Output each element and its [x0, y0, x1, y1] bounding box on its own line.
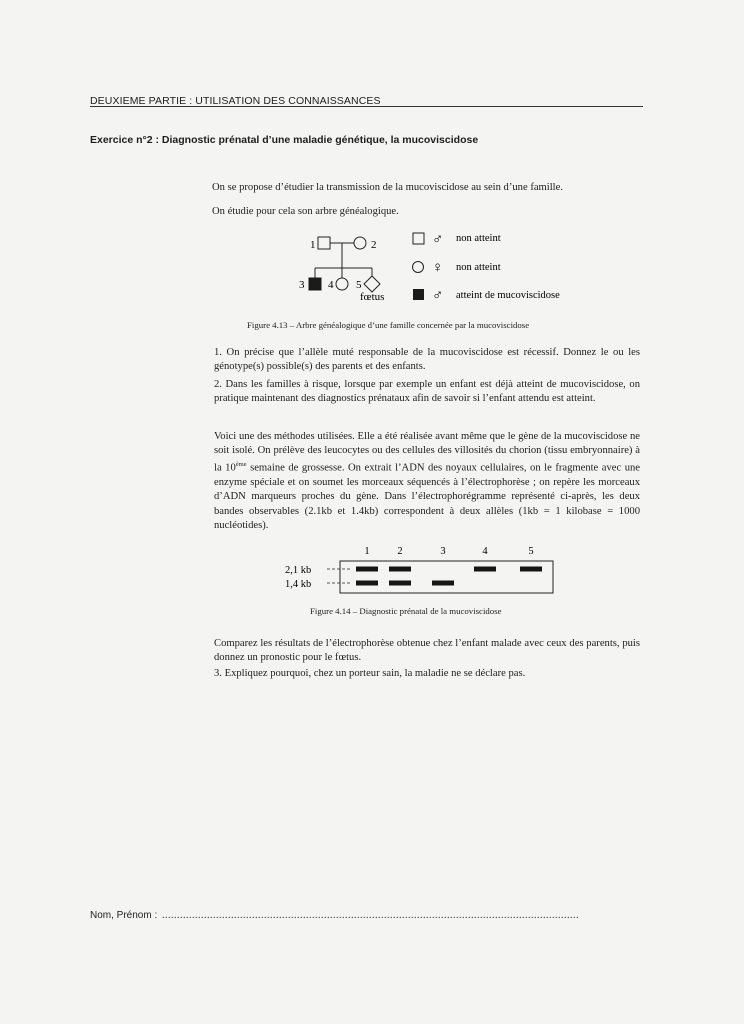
figure-4-13-caption: Figure 4.13 – Arbre généalogique d’une famille concernée par la mucoviscidose — [247, 320, 530, 330]
question-2-compare: Comparez les résultats de l’électrophorèse obtenue chez l’enfant malade avec ceux des parents, puis donnez un pronostic pour le fœtus. — [214, 638, 640, 664]
band-lane-4-upper — [474, 567, 496, 572]
band-lane-3-lower — [432, 581, 454, 586]
intro-line-1: On se propose d’étudier la transmission de la mucoviscidose au sein d’une famille. — [212, 182, 563, 193]
method-superscript: ème — [235, 461, 247, 469]
method-text-b: semaine de grossesse. On extrait l’ADN des noyaux cellulaires, on le fragmente avec une enzyme spéciale et on soumet les morceaux séquencés à l’électrophorèse ; on repère les morceaux d’ADN marqueurs proches du gène. Dans l’électrophorégramme représenté ci-après, les deux bandes observables (2.1kb et 1.4kb) correspondent à deux allèles (1kb = 1 kilobase = 1000 nucléotides). — [214, 462, 640, 531]
individual-4-circle — [336, 278, 348, 290]
name-label: Nom, Prénom : — [90, 910, 158, 921]
figure-4-14-caption: Figure 4.14 – Diagnostic prénatal de la mucoviscidose — [310, 606, 502, 616]
gel-bands — [356, 567, 542, 586]
intro-line-2: On étudie pour cela son arbre généalogique. — [212, 206, 399, 217]
exercise-title: Exercice n°2 : Diagnostic prénatal d’une maladie génétique, la mucoviscidose — [90, 134, 479, 146]
gel-frame — [340, 561, 553, 593]
legend-male-unaffected: non atteint — [456, 233, 501, 244]
individual-4-label: 4 — [328, 279, 334, 291]
legend-female-icon: ♀ — [432, 260, 444, 276]
electrophoresis-gel — [285, 542, 555, 598]
band-lane-2-upper — [389, 567, 411, 572]
legend-male-affected: atteint de mucoviscidose — [456, 290, 560, 301]
part-title-rule — [90, 106, 643, 107]
pedigree-chart — [290, 228, 620, 310]
foetus-label: fœtus — [360, 291, 385, 303]
legend-circle-icon — [413, 262, 424, 273]
legend-square-icon — [413, 233, 424, 244]
question-2: 2. Dans les familles à risque, lorsque par exemple un enfant est déjà atteint de mucoviscidose, on pratique maintenant des diagnostics prénataux afin de savoir si l’enfant attendu est atteint. — [214, 379, 640, 405]
legend-male-icon: ♂ — [432, 232, 444, 248]
lane-labels — [364, 546, 533, 557]
band-lane-1-upper — [356, 567, 378, 572]
band-size-label: 1,4 kb — [285, 579, 312, 590]
question-1: 1. On précise que l’allèle muté responsable de la mucoviscidose est récessif. Donnez le ou les génotype(s) possible(s) des parents et des enfants. — [214, 347, 640, 373]
legend-male-affected-icon: ♂ — [432, 288, 444, 304]
lane-label-5: 5 — [528, 546, 534, 557]
band-size-label: 2,1 kb — [285, 565, 312, 576]
band-lane-2-lower — [389, 581, 411, 586]
lane-label-2: 2 — [397, 546, 403, 557]
band-lane-5-upper — [520, 567, 542, 572]
lane-label-4: 4 — [482, 546, 488, 557]
part-title: DEUXIEME PARTIE : UTILISATION DES CONNAISSANCES — [90, 95, 381, 107]
legend-filled-square-icon — [413, 289, 424, 300]
band-lane-1-lower — [356, 581, 378, 586]
individual-1-label: 1 — [310, 239, 316, 251]
individual-3-affected-square — [309, 278, 321, 290]
legend-female-unaffected: non atteint — [456, 262, 501, 273]
individual-3-label: 3 — [299, 279, 305, 291]
name-input-line[interactable]: ........................................................................................................................................... — [162, 910, 579, 921]
foetus-diamond — [364, 276, 380, 292]
lane-label-3: 3 — [440, 546, 446, 557]
lane-label-1: 1 — [364, 546, 370, 557]
individual-2-label: 2 — [371, 239, 377, 251]
question-3: 3. Expliquez pourquoi, chez un porteur sain, la maladie ne se déclare pas. — [214, 668, 526, 679]
method-text-a: Voici une des méthodes utilisées. Elle a été réalisée avant même que le gène de la mucoviscidose ne soit isolé. On prélève des leucocytes ou des cellules des villosités du chorion (tissu embryonnaire) à la 10 — [214, 431, 640, 474]
individual-1-square — [318, 237, 330, 249]
individual-5-label: 5 — [356, 279, 362, 291]
question-2-method — [214, 430, 640, 533]
individual-2-circle — [354, 237, 366, 249]
